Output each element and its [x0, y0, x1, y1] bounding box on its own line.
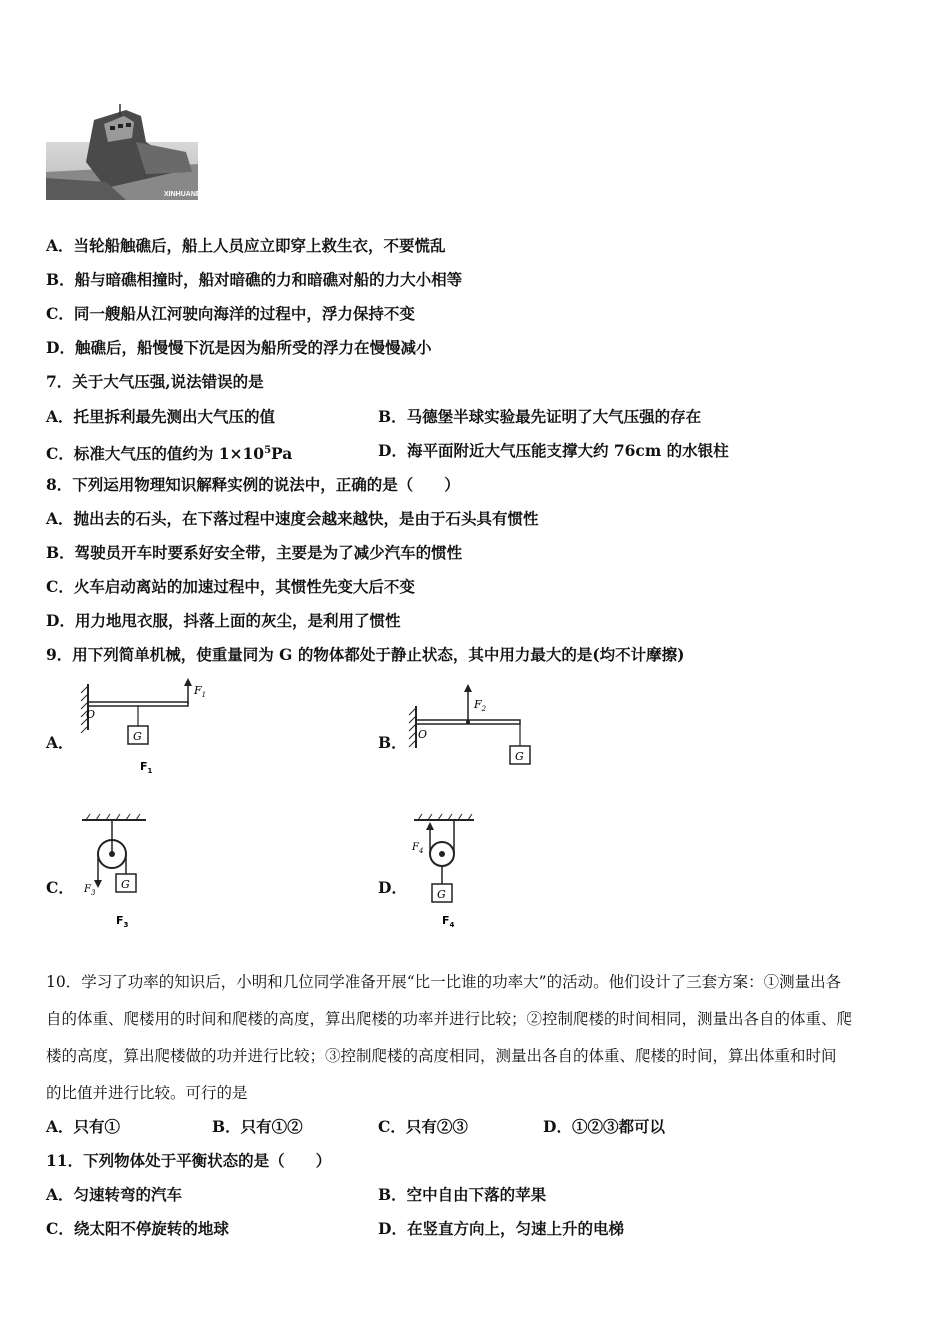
- q10-option-d: D．①②③都可以: [543, 1117, 665, 1136]
- q6-option-d: D．触礁后，船慢慢下沉是因为船所受的浮力在慢慢减小: [46, 338, 432, 357]
- q7-stem: 7．关于大气压强,说法错误的是: [46, 372, 264, 391]
- q9-a-pivot: O: [86, 708, 96, 721]
- photo-watermark: XINHUANET: [164, 191, 205, 198]
- q8-stem: 8．下列运用物理知识解释实例的说法中，正确的是（ ）: [46, 475, 460, 494]
- q11-option-c: C．绕太阳不停旋转的地球: [46, 1219, 229, 1238]
- q9-fig-b-lever: [404, 678, 544, 774]
- q9-fig-a-lever: [76, 676, 216, 776]
- q7-option-c: C．标准大气压的值约为 $1\times 10^5Pa$: [46, 444, 293, 464]
- q10-option-c: C．只有②③: [378, 1117, 468, 1136]
- q11-option-b: B．空中自由下落的苹果: [378, 1185, 547, 1204]
- q9-b-weight: G: [515, 750, 524, 763]
- q9-fig-c-fixed-pulley: [76, 812, 166, 932]
- q9-a-weight: G: [133, 730, 142, 743]
- q7-option-d: D．海平面附近大气压能支撑大约 76cm 的水银柱: [378, 441, 729, 460]
- q9-label-a: A．: [46, 733, 74, 752]
- q10-option-a: A．只有①: [46, 1117, 121, 1136]
- q8-option-d: D．用力地甩衣服，抖落上面的灰尘，是利用了惯性: [46, 611, 401, 630]
- q6-option-a: A．当轮船触礁后，船上人员应立即穿上救生衣，不要慌乱: [46, 236, 446, 255]
- q9-stem: 9．用下列简单机械，使重量同为 G 的物体都处于静止状态，其中用力最大的是(均不计摩擦): [46, 645, 685, 664]
- q8-option-c: C．火车启动离站的加速过程中，其惯性先变大后不变: [46, 577, 415, 596]
- q11-option-d: D．在竖直方向上，匀速上升的电梯: [378, 1219, 624, 1238]
- q9-b-force-label: $F_2$: [474, 698, 487, 713]
- q6-option-c: C．同一艘船从江河驶向海洋的过程中，浮力保持不变: [46, 304, 415, 323]
- q9-b-pivot: O: [418, 728, 428, 741]
- q9-label-c: C．: [46, 878, 74, 897]
- q11-option-a: A．匀速转弯的汽车: [46, 1185, 183, 1204]
- q9-c-caption: $F_3$: [116, 914, 129, 929]
- q9-label-b: B．: [378, 733, 407, 752]
- q9-d-force-label: $F_4$: [412, 842, 424, 855]
- q9-label-d: D．: [378, 878, 407, 897]
- q7-option-b: B．马德堡半球实验最先证明了大气压强的存在: [378, 407, 702, 426]
- q8-option-b: B．驾驶员开车时要系好安全带，主要是为了减少汽车的惯性: [46, 543, 463, 562]
- q11-stem: 11．下列物体处于平衡状态的是（ ）: [46, 1151, 332, 1170]
- q10-stem: 10．学习了功率的知识后，小明和几位同学准备开展“比一比谁的功率大”的活动。他们设计了三套方案：①测量出各 自的体重、爬楼用的时间和爬楼的高度，算出爬楼的功率并进行比较；②控制爬楼的时间相同，测量出各自的体重、爬 楼的高度，算出爬楼做的功并进行比较；③控制爬楼的高度相同，测量出各自的体重、爬楼的时间，算出体重和时间 的比值并进行比较。可行的是: [46, 973, 853, 1102]
- q8-option-a: A．抛出去的石头，在下落过程中速度会越来越快，是由于石头具有惯性: [46, 509, 539, 528]
- q9-c-force-label: $F_3$: [84, 884, 96, 897]
- q9-c-weight: G: [121, 878, 130, 891]
- q9-d-weight: G: [437, 888, 446, 901]
- q9-fig-d-movable-pulley: [406, 812, 496, 932]
- q10-option-b: B．只有①②: [212, 1117, 303, 1136]
- q6-option-b: B．船与暗礁相撞时，船对暗礁的力和暗礁对船的力大小相等: [46, 270, 463, 289]
- ship-photo: [46, 102, 205, 200]
- q9-d-caption: $F_4$: [442, 914, 455, 929]
- q9-a-caption: $F_1$: [140, 760, 153, 775]
- q7-option-a: A．托里拆利最先测出大气压的值: [46, 407, 276, 426]
- q9-a-force-label: $F_1$: [194, 684, 207, 699]
